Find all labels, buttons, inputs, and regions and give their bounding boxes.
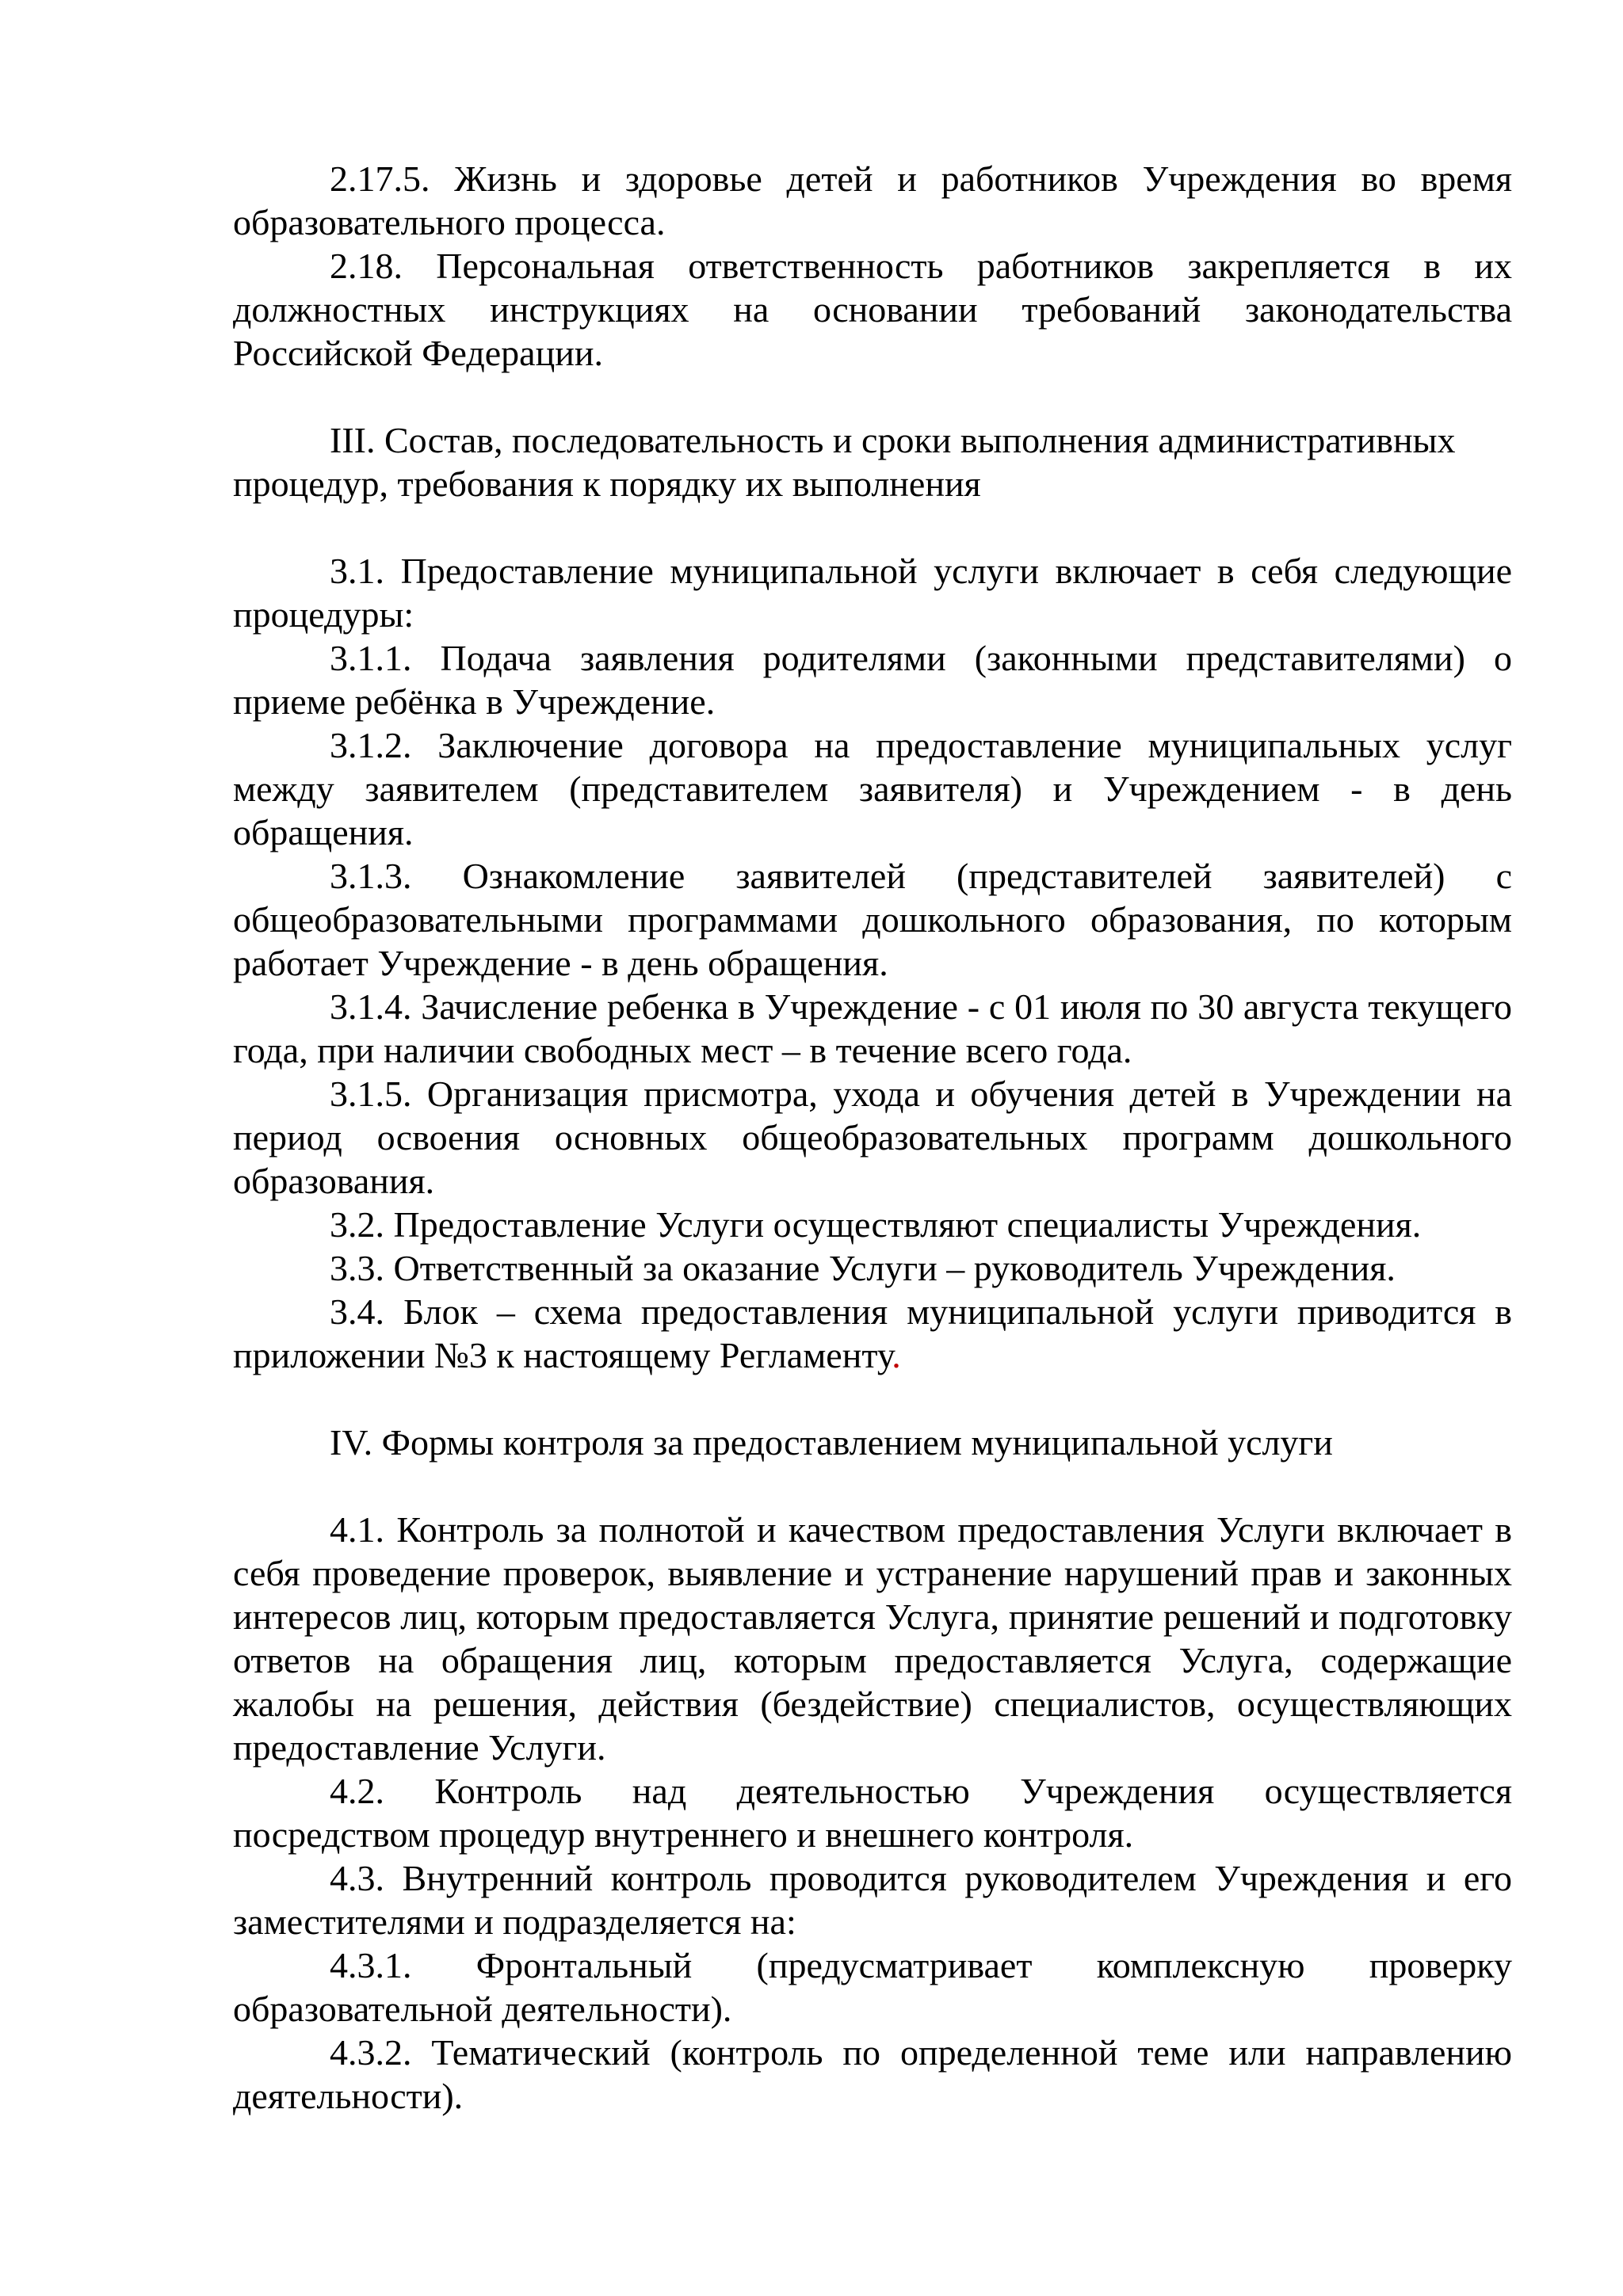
paragraph-4-3-1: 4.3.1. Фронтальный (предусматривает комплексную проверку образовательной деятельности). — [233, 1945, 1512, 2029]
paragraph-3-4 — [233, 1290, 1512, 1377]
paragraph-3-3: 3.3. Ответственный за оказание Услуги – руководитель Учреждения. — [330, 1248, 1396, 1288]
paragraph-2-17-5: 2.17.5. Жизнь и здоровье детей и работников Учреждения во время образовательного процесса. — [233, 158, 1512, 242]
section-heading-4: IV. Формы контроля за предоставлением муниципальной услуги — [330, 1422, 1333, 1463]
spacer — [233, 1377, 1512, 1421]
paragraph-3-1: 3.1. Предоставление муниципальной услуги включает в себя следующие процедуры: — [233, 551, 1512, 635]
paragraph-3-4-text: 3.4. Блок – схема предоставления муниципальной услуги приводится в приложении №3 к настоящему Регламенту — [233, 1291, 1512, 1375]
paragraph-4-3-2: 4.3.2. Тематический (контроль по определенной теме или направлению деятельности). — [233, 2032, 1512, 2116]
spacer — [233, 1464, 1512, 1508]
paragraph-3-1-2: 3.1.2. Заключение договора на предоставление муниципальных услуг между заявителем (представителем заявителя) и Учреждением - в день обращения. — [233, 725, 1512, 852]
document-body — [233, 157, 1512, 2118]
paragraph-3-1-4: 3.1.4. Зачисление ребенка в Учреждение - с 01 июля по 30 августа текущего года, при наличии свободных мест – в течение всего года. — [233, 986, 1512, 1070]
paragraph-3-2: 3.2. Предоставление Услуги осуществляют специалисты Учреждения. — [330, 1204, 1422, 1245]
spacer — [233, 505, 1512, 549]
section-heading-3: III. Состав, последовательность и сроки выполнения административных процедур, требования к порядку их выполнения — [233, 420, 1456, 504]
spacer — [233, 375, 1512, 418]
paragraph-4-2: 4.2. Контроль над деятельностью Учреждения осуществляется посредством процедур внутреннего и внешнего контроля. — [233, 1771, 1512, 1855]
paragraph-4-1: 4.1. Контроль за полнотой и качеством предоставления Услуги включает в себя проведение проверок, выявление и устранение нарушений прав и законных интересов лиц, которым предоставляется Услуга, принятие решений и подготовку ответов на обращения лиц, которым предоставляется Услуга, содержащие жалобы на решения, действия (бездействие) специалистов, осуществляющих предоставление Услуги. — [233, 1509, 1512, 1768]
paragraph-3-1-1: 3.1.1. Подача заявления родителями (законными представителями) о приеме ребёнка в Учреждение. — [233, 638, 1512, 722]
paragraph-3-1-3: 3.1.3. Ознакомление заявителей (представителей заявителей) с общеобразовательными программами дошкольного образования, по которым работает Учреждение - в день обращения. — [233, 856, 1512, 983]
paragraph-3-1-5: 3.1.5. Организация присмотра, ухода и обучения детей в Учреждении на период освоения основных общеобразовательных программ дошкольного образования. — [233, 1074, 1512, 1201]
paragraph-3-4-period: . — [892, 1335, 901, 1375]
paragraph-2-18: 2.18. Персональная ответственность работников закрепляется в их должностных инструкциях на основании требований законодательства Российской Федерации. — [233, 246, 1512, 373]
paragraph-4-3: 4.3. Внутренний контроль проводится руководителем Учреждения и его заместителями и подразделяется на: — [233, 1858, 1512, 1942]
